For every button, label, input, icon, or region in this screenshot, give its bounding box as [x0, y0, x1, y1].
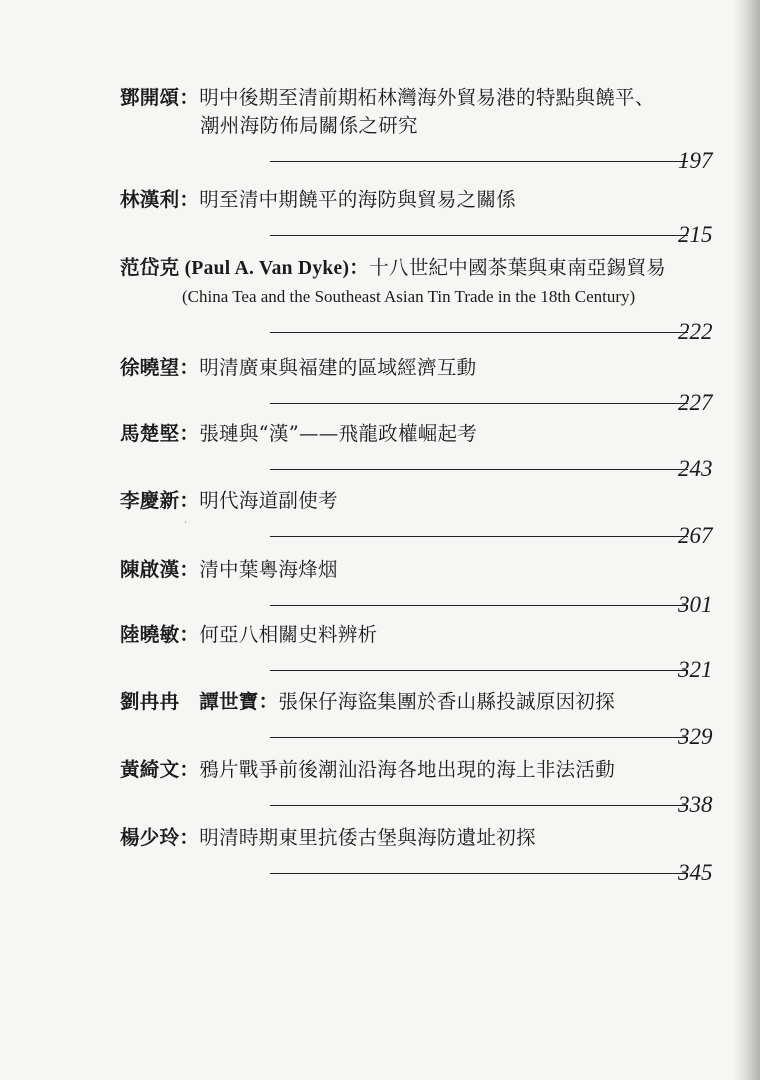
- entry-author: 李慶新: [120, 489, 180, 512]
- entry-page-number: 197: [678, 148, 713, 173]
- entry-title: 清中葉粵海烽烟: [199, 558, 338, 581]
- leader-rule: [270, 235, 688, 236]
- entry-title-continued: 潮州海防佈局關係之研究: [200, 114, 418, 137]
- entry-title: 明代海道副使考: [199, 489, 338, 512]
- entry-line: [120, 824, 720, 852]
- entry-author: 黃綺文: [120, 758, 180, 781]
- entry-page-number: 321: [678, 657, 713, 682]
- entry-title-english: (China Tea and the Southeast Asian Tin Trade in the 18th Century): [182, 287, 636, 306]
- leader-rule: [270, 670, 688, 671]
- toc-entry: [120, 420, 720, 486]
- entry-leader: [120, 720, 720, 754]
- entry-author: 陸曉敏: [120, 623, 180, 646]
- entry-separator: ：: [179, 86, 200, 109]
- entry-author: 林漢利: [120, 188, 180, 211]
- entry-title: 張保仔海盜集團於香山縣投誠原因初探: [278, 690, 616, 713]
- entry-separator: ：: [179, 356, 200, 379]
- entry-leader: [120, 315, 720, 349]
- entry-separator: ：: [349, 256, 370, 279]
- entry-line: [120, 84, 720, 112]
- entry-separator: ：: [179, 758, 200, 781]
- entry-title: 明清廣東與福建的區域經濟互動: [199, 356, 477, 379]
- leader-rule: [270, 605, 688, 606]
- leader-rule: [270, 403, 688, 404]
- toc-entry: [120, 688, 720, 754]
- entry-author: 范岱克: [120, 256, 180, 279]
- entry-page-number: 329: [678, 724, 713, 749]
- entry-title: 明中後期至清前期柘林灣海外貿易港的特點與饒平、: [199, 86, 655, 109]
- entry-author: 楊少玲: [120, 826, 180, 849]
- entry-page-number: 267: [678, 523, 713, 548]
- entry-line: [120, 621, 720, 649]
- entry-leader: [120, 588, 720, 622]
- entry-separator: ：: [179, 422, 200, 445]
- toc-entry: [120, 556, 720, 622]
- entry-title: 何亞八相關史料辨析: [199, 623, 378, 646]
- entry-separator: ：: [179, 623, 200, 646]
- leader-rule: [270, 873, 688, 874]
- toc-entry: [120, 186, 720, 252]
- entry-page-number: 243: [678, 456, 713, 481]
- entry-page-number: 345: [678, 860, 713, 885]
- entry-title: 明清時期東里抗倭古堡與海防遺址初探: [199, 826, 536, 849]
- toc-entry: [120, 621, 720, 687]
- entry-leader: [120, 519, 720, 553]
- entry-line: [120, 420, 720, 448]
- entry-author: 鄧開頌: [120, 86, 180, 109]
- entry-line: [120, 186, 720, 214]
- toc-entry: [120, 824, 720, 890]
- leader-rule: [270, 332, 688, 333]
- toc-entry: [120, 254, 720, 349]
- leader-rule: [270, 161, 688, 162]
- entry-leader: [120, 788, 720, 822]
- entry-leader: [120, 452, 720, 486]
- entry-line: [120, 556, 720, 584]
- entry-title: 十八世紀中國茶葉與東南亞錫貿易: [369, 256, 667, 279]
- leader-rule: [270, 805, 688, 806]
- entry-line: [120, 688, 720, 716]
- entry-title: 鴉片戰爭前後潮汕沿海各地出現的海上非法活動: [199, 758, 616, 781]
- toc-entry: [120, 354, 720, 420]
- entry-separator: ：: [179, 188, 200, 211]
- entry-leader: [120, 144, 720, 178]
- toc-entry: [120, 756, 720, 822]
- entry-separator: ：: [179, 489, 200, 512]
- entry-author: 劉冉冉 譚世寶: [120, 690, 259, 713]
- entry-separator: ：: [258, 690, 279, 713]
- entry-leader: [120, 386, 720, 420]
- entry-leader: [120, 856, 720, 890]
- entry-author: 馬楚堅: [120, 422, 180, 445]
- scan-speck: ˋ: [184, 521, 188, 530]
- entry-author: 陳啟漢: [120, 558, 180, 581]
- entry-line: [120, 487, 720, 515]
- entry-page-number: 215: [678, 222, 713, 247]
- entry-author-english: (Paul A. Van Dyke): [179, 258, 350, 279]
- entry-author: 徐曉望: [120, 356, 180, 379]
- toc-entry: [120, 84, 720, 178]
- entry-title: 明至清中期饒平的海防與貿易之關係: [199, 188, 517, 211]
- entry-page-number: 301: [678, 592, 713, 617]
- entry-leader: [120, 218, 720, 252]
- leader-rule: [270, 536, 688, 537]
- entry-line: [120, 254, 720, 283]
- entry-title: 張璉與“漢”——飛龍政權崛起考: [199, 422, 478, 445]
- entry-separator: ：: [179, 558, 200, 581]
- entry-leader: [120, 653, 720, 687]
- entry-page-number: 222: [678, 319, 713, 344]
- entry-line: [120, 354, 720, 382]
- entry-line: [120, 756, 720, 784]
- toc-entry: [120, 487, 720, 553]
- entry-page-number: 338: [678, 792, 713, 817]
- leader-rule: [270, 737, 688, 738]
- page-binding-shadow: [734, 0, 760, 1080]
- entry-separator: ：: [179, 826, 200, 849]
- entry-page-number: 227: [678, 390, 713, 415]
- leader-rule: [270, 469, 688, 470]
